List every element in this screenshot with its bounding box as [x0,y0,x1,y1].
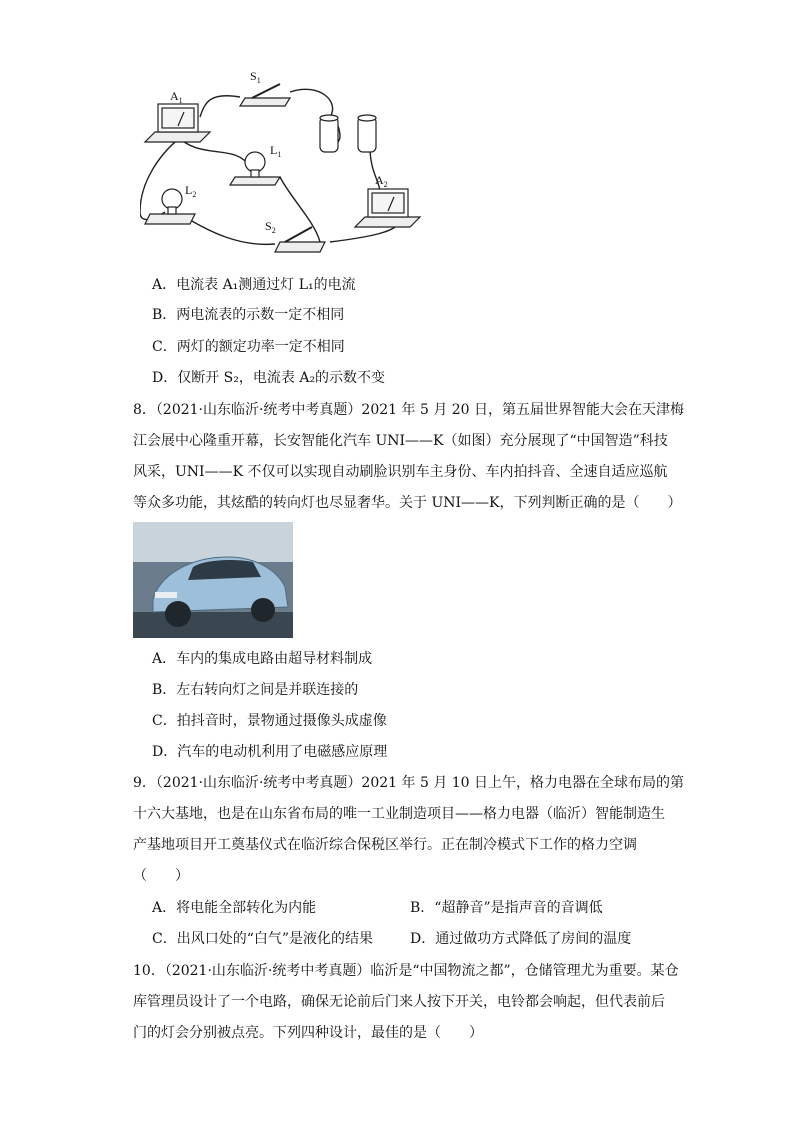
q9-line-3: 产基地项目开工奠基仪式在临沂综合保税区举行。正在制冷模式下工作的格力空调 [133,837,637,853]
q7-option-d: D．仅断开 S₂，电流表 A₂的示数不变 [152,370,386,386]
q9-line-1: 9．（2021·山东临沂·统考中考真题）2021 年 5 月 10 日上午，格力电器在全球布局的第 [133,775,685,791]
q8-line-2: 江会展中心隆重开幕，长安智能化汽车 UNI——K（如图）充分展现了“中国智造”科技 [133,433,668,449]
q8-line-3: 风采，UNI——K 不仅可以实现自动刷脸识别车主身份、车内拍抖音、全速自适应巡航 [133,464,668,480]
label-s2: $S_2$ [265,219,276,235]
battery-pack [320,115,376,152]
q9-line-4: （ ） [133,868,189,884]
q7-option-a: A．电流表 A₁测通过灯 L₁的电流 [152,277,356,293]
label-s1: $S_1$ [250,69,261,85]
ammeter-a1 [145,104,210,142]
q9-option-d: D．通过做功方式降低了房间的温度 [410,931,632,947]
q8-option-d: D．汽车的电动机利用了电磁感应原理 [152,744,388,760]
label-l1: $L_1$ [270,143,282,159]
label-l2: $L_2$ [185,183,197,199]
q9-option-a: A．将电能全部转化为内能 [152,900,317,916]
q7-option-b: B．两电流表的示数一定不相同 [152,307,345,323]
circuit-diagram [140,62,430,262]
q8-line-1: 8．（2021·山东临沂·统考中考真题）2021 年 5 月 20 日，第五届世界智能大会在天津梅 [133,402,685,418]
q8-option-a: A．车内的集成电路由超导材料制成 [152,651,373,667]
label-a1: $A_1$ [170,89,183,105]
label-a2: $A_2$ [375,173,388,189]
q8-option-b: B．左右转向灯之间是并联连接的 [152,682,359,698]
q8-option-c: C．拍抖音时，景物通过摄像头成虚像 [152,713,387,729]
q9-option-c: C．出风口处的“白气”是液化的结果 [152,931,374,947]
q9-option-b: B．“超静音”是指声音的音调低 [410,900,603,916]
switch-s1 [240,84,290,106]
q7-option-c: C．两灯的额定功率一定不相同 [152,339,345,355]
q10-line-3: 门的灯会分别被点亮。下列四种设计，最佳的是（ ） [133,1025,483,1041]
q9-line-2: 十六大基地，也是在山东省布局的唯一工业制造项目——格力电器（临沂）智能制造生 [133,806,665,822]
q10-line-1: 10．（2021·山东临沂·统考中考真题）临沂是“中国物流之都”，仓储管理尤为重要。某仓 [133,963,679,979]
ammeter-a2 [355,189,420,227]
q8-line-4: 等众多功能，其炫酷的转向灯也尽显奢华。关于 UNI——K，下列判断正确的是（ ） [133,495,682,511]
q10-line-2: 库管理员设计了一个电路，确保无论前后门来人按下开关，电铃都会响起，但代表前后 [133,994,665,1010]
car-photo [133,522,293,638]
switch-s2 [275,227,325,252]
